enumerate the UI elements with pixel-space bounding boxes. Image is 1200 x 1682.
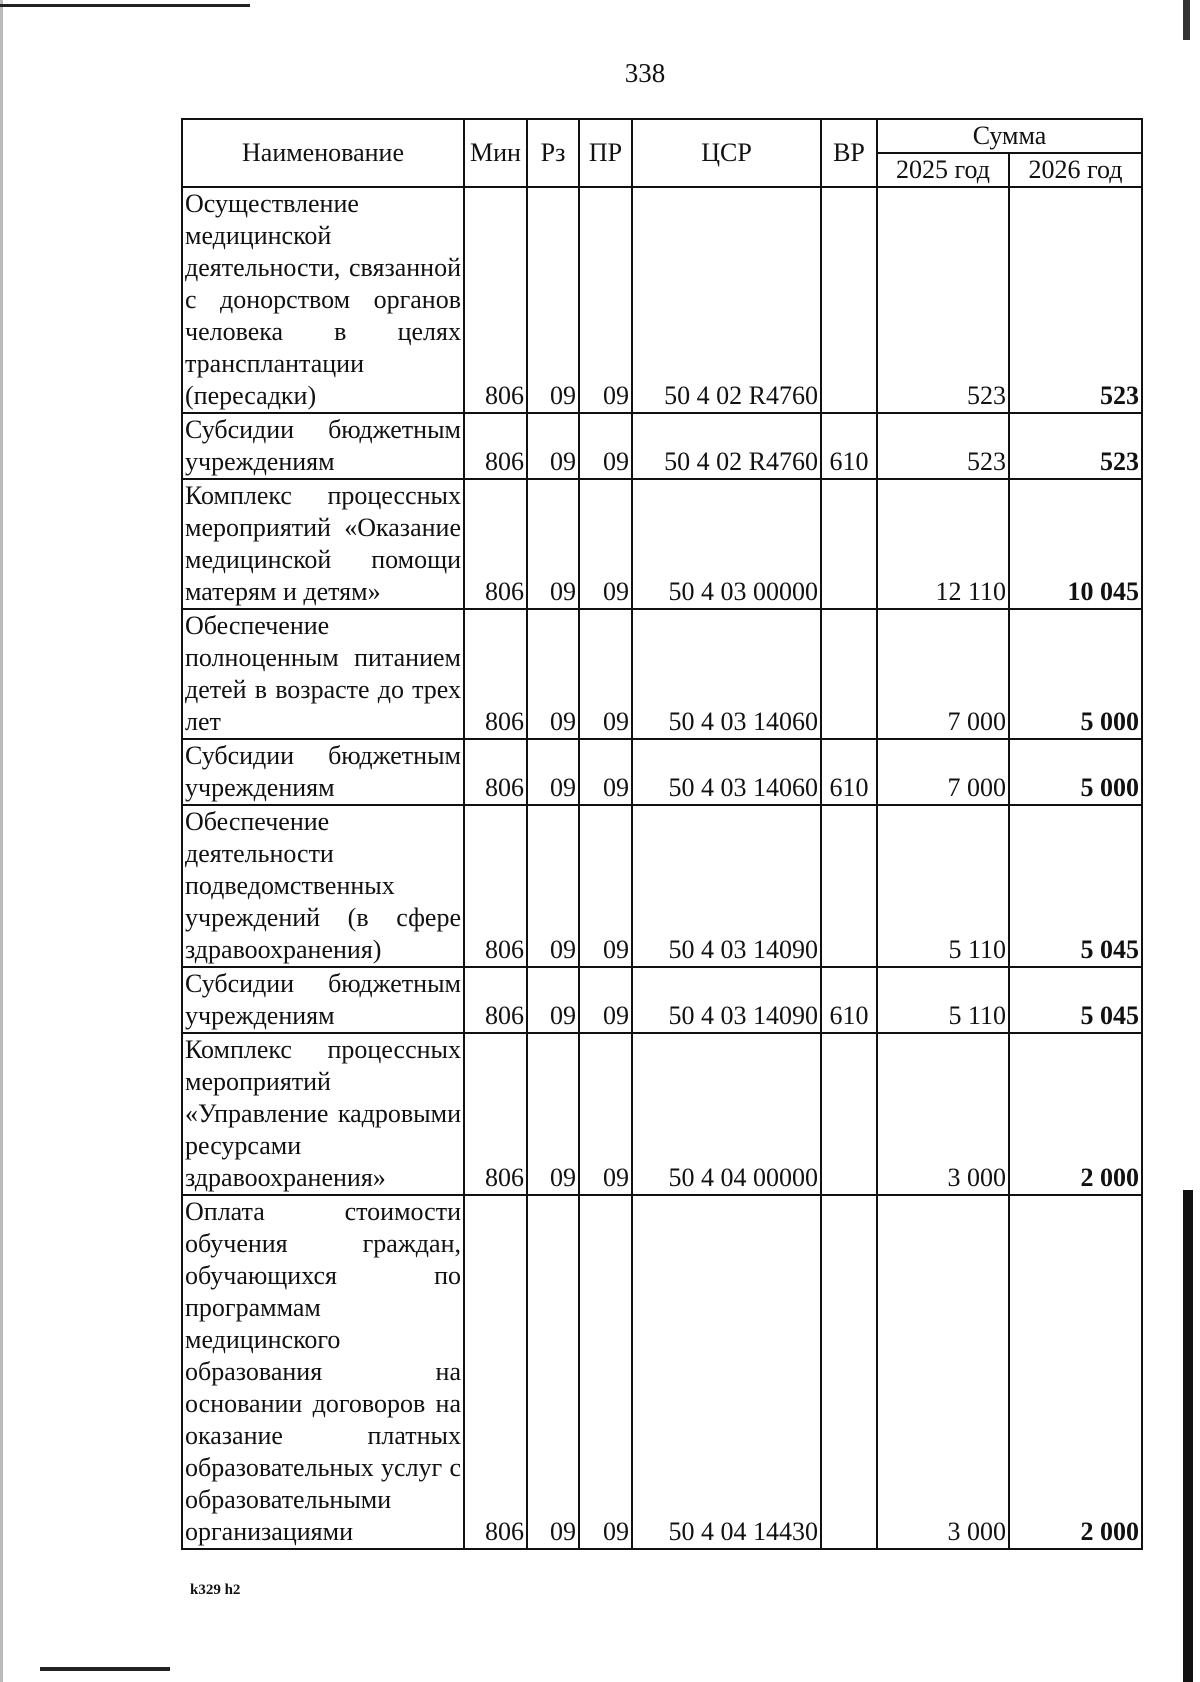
cell-name: Обеспечение деятельности подведомственных учреждений (в сфере здравоохранения) [182,805,464,967]
cell-rz: 09 [527,1195,579,1549]
cell-pr: 09 [579,805,632,967]
cell-csr: 50 4 03 00000 [632,479,821,609]
cell-csr: 50 4 03 14060 [632,609,821,739]
table-row [182,1195,1142,1549]
header-sum: Сумма [877,119,1142,153]
cell-2026: 5 000 [1009,739,1142,805]
cell-rz: 09 [527,609,579,739]
cell-name: Субсидии бюджетным учреждениям [182,967,464,1033]
cell-2025: 5 110 [877,967,1009,1033]
cell-2026: 5 000 [1009,609,1142,739]
cell-min: 806 [464,479,527,609]
cell-2025: 5 110 [877,805,1009,967]
cell-pr: 09 [579,413,632,479]
scan-artifact-corner [1183,0,1190,40]
cell-min: 806 [464,1195,527,1549]
cell-name: Комплекс процессных мероприятий «Управление кадровыми ресурсами здравоохранения» [182,1033,464,1195]
cell-vr: 610 [821,413,877,479]
cell-2025: 7 000 [877,739,1009,805]
scan-artifact-bottom [40,1667,170,1671]
cell-pr: 09 [579,609,632,739]
cell-min: 806 [464,413,527,479]
budget-table [181,118,1143,1550]
cell-2026: 523 [1009,187,1142,413]
cell-csr: 50 4 04 14430 [632,1195,821,1549]
cell-csr: 50 4 03 14090 [632,967,821,1033]
cell-2025: 7 000 [877,609,1009,739]
cell-csr: 50 4 02 R4760 [632,413,821,479]
header-rz: Рз [527,119,579,187]
cell-2026: 5 045 [1009,805,1142,967]
table-row [182,187,1142,413]
cell-name: Обеспечение полноценным питанием детей в возрасте до трех лет [182,609,464,739]
header-pr: ПР [579,119,632,187]
table-row [182,413,1142,479]
page-number: 338 [624,58,666,88]
table-row [182,1033,1142,1195]
cell-rz: 09 [527,967,579,1033]
cell-name: Субсидии бюджетным учреждениям [182,739,464,805]
footer-code: k329 h2 [190,1582,241,1598]
cell-vr: 610 [821,967,877,1033]
cell-rz: 09 [527,739,579,805]
cell-2026: 5 045 [1009,967,1142,1033]
cell-2025: 3 000 [877,1195,1009,1549]
cell-csr: 50 4 03 14060 [632,739,821,805]
table-row [182,967,1142,1033]
cell-name: Осуществление медицинской деятельности, связанной с донорством органов человека в целях трансплантации (пересадки) [182,187,464,413]
cell-min: 806 [464,805,527,967]
cell-name: Комплекс процессных мероприятий «Оказание медицинской помощи матерям и детям» [182,479,464,609]
header-year-2026: 2026 год [1009,153,1142,187]
header-year-2025: 2025 год [877,153,1009,187]
cell-min: 806 [464,609,527,739]
cell-vr [821,609,877,739]
cell-pr: 09 [579,479,632,609]
table-row [182,739,1142,805]
cell-pr: 09 [579,1195,632,1549]
cell-vr [821,479,877,609]
table-row [182,479,1142,609]
table-body [182,187,1142,1549]
cell-2025: 523 [877,413,1009,479]
cell-name: Субсидии бюджетным учреждениям [182,413,464,479]
cell-2025: 3 000 [877,1033,1009,1195]
scan-artifact-right-edge [1183,1190,1193,1682]
cell-vr [821,1195,877,1549]
cell-csr: 50 4 02 R4760 [632,187,821,413]
cell-2025: 523 [877,187,1009,413]
header-csr: ЦСР [632,119,821,187]
cell-pr: 09 [579,1033,632,1195]
header-min: Мин [464,119,527,187]
cell-min: 806 [464,1033,527,1195]
cell-rz: 09 [527,413,579,479]
table-row [182,609,1142,739]
cell-pr: 09 [579,739,632,805]
cell-csr: 50 4 04 00000 [632,1033,821,1195]
cell-vr [821,805,877,967]
header-vr: ВР [821,119,877,187]
cell-csr: 50 4 03 14090 [632,805,821,967]
scan-artifact-top [0,4,250,7]
cell-rz: 09 [527,187,579,413]
cell-pr: 09 [579,967,632,1033]
cell-2026: 2 000 [1009,1033,1142,1195]
table-row [182,805,1142,967]
cell-min: 806 [464,187,527,413]
cell-name: Оплата стоимости обучения граждан, обучающихся по программам медицинского образования на основании договоров на оказание платных образовательных услуг с образовательными организациями [182,1195,464,1549]
cell-2026: 523 [1009,413,1142,479]
cell-pr: 09 [579,187,632,413]
cell-min: 806 [464,739,527,805]
cell-2026: 2 000 [1009,1195,1142,1549]
cell-2026: 10 045 [1009,479,1142,609]
header-name: Наименование [182,119,464,187]
cell-rz: 09 [527,479,579,609]
cell-vr [821,1033,877,1195]
scan-edge-left [0,0,3,1682]
cell-rz: 09 [527,805,579,967]
cell-vr: 610 [821,739,877,805]
cell-vr [821,187,877,413]
cell-2025: 12 110 [877,479,1009,609]
cell-min: 806 [464,967,527,1033]
cell-rz: 09 [527,1033,579,1195]
